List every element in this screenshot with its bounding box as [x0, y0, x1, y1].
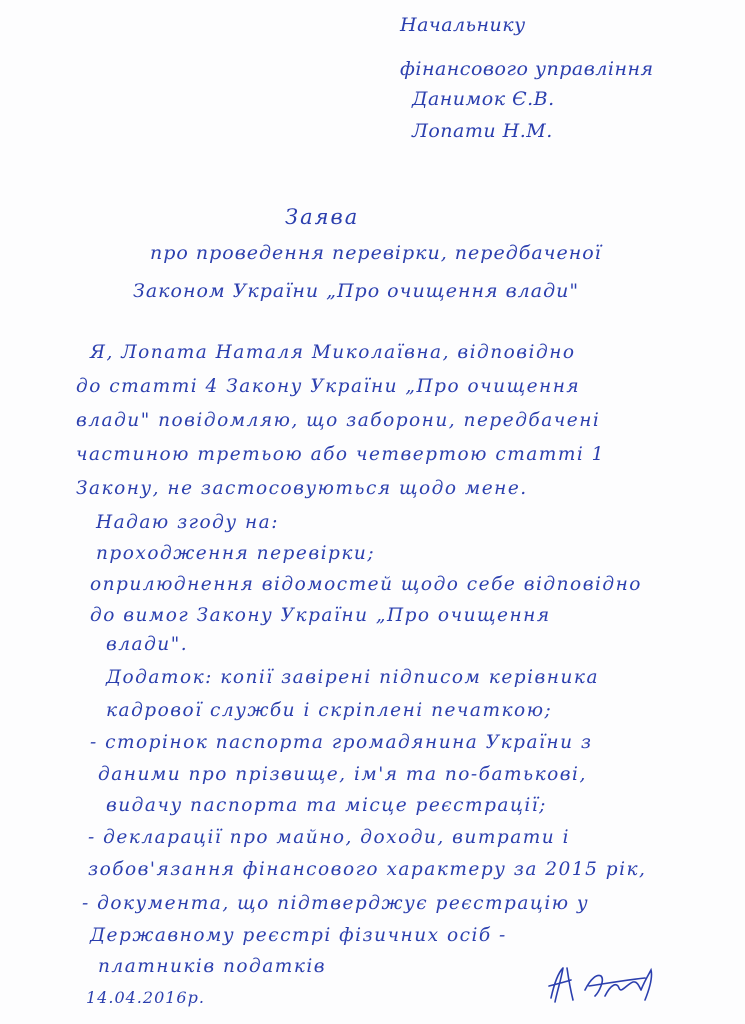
document-title: Заява: [285, 205, 360, 229]
body-line-2: до статті 4 Закону України „Про очищення: [76, 376, 581, 397]
addressee-line-4: Лопати Н.М.: [412, 120, 553, 142]
body-line-15: видачу паспорта та місце реєстрації;: [106, 795, 547, 816]
body-line-4: частиною третьою або четвертою статті 1: [76, 444, 605, 465]
addressee-line-1: Начальнику: [400, 14, 526, 36]
body-line-8: оприлюднення відомостей щодо себе відповідно: [90, 574, 642, 595]
document-subtitle-2: Законом України „Про очищення влади": [133, 280, 580, 302]
body-line-9: до вимог Закону України „Про очищення: [90, 605, 551, 626]
body-line-1: Я, Лопата Наталя Миколаївна, відповідно: [90, 342, 576, 363]
body-line-19: Державному реєстрі фізичних осіб -: [90, 925, 507, 946]
body-line-6: Надаю згоду на:: [96, 512, 279, 533]
body-line-7: проходження перевірки;: [96, 543, 376, 564]
body-line-3: влади" повідомляю, що заборони, передбачені: [76, 410, 601, 431]
body-line-14: даними про прізвище, ім'я та по-батькові,: [98, 764, 587, 785]
body-line-18: - документа, що підтверджує реєстрацію у: [82, 893, 590, 914]
body-line-17: зобов'язання фінансового характеру за 2015 рік,: [88, 859, 647, 880]
body-line-12: кадрової служби і скріплені печаткою;: [106, 700, 553, 721]
body-line-5: Закону, не застосовуються щодо мене.: [76, 478, 528, 499]
body-line-10: влади".: [106, 634, 189, 655]
body-line-16: - декларації про майно, доходи, витрати і: [88, 827, 570, 848]
body-line-11: Додаток: копії завірені підписом керівника: [106, 667, 599, 688]
handwritten-signature: [545, 960, 665, 1010]
addressee-line-2: фінансового управління: [400, 58, 654, 80]
body-line-20: платників податків: [98, 956, 327, 977]
document-subtitle-1: про проведення перевірки, передбаченої: [150, 242, 602, 264]
body-line-13: - сторінок паспорта громадянина України з: [90, 732, 593, 753]
addressee-line-3: Данимок Є.В.: [412, 88, 555, 110]
document-date: 14.04.2016р.: [86, 988, 205, 1007]
